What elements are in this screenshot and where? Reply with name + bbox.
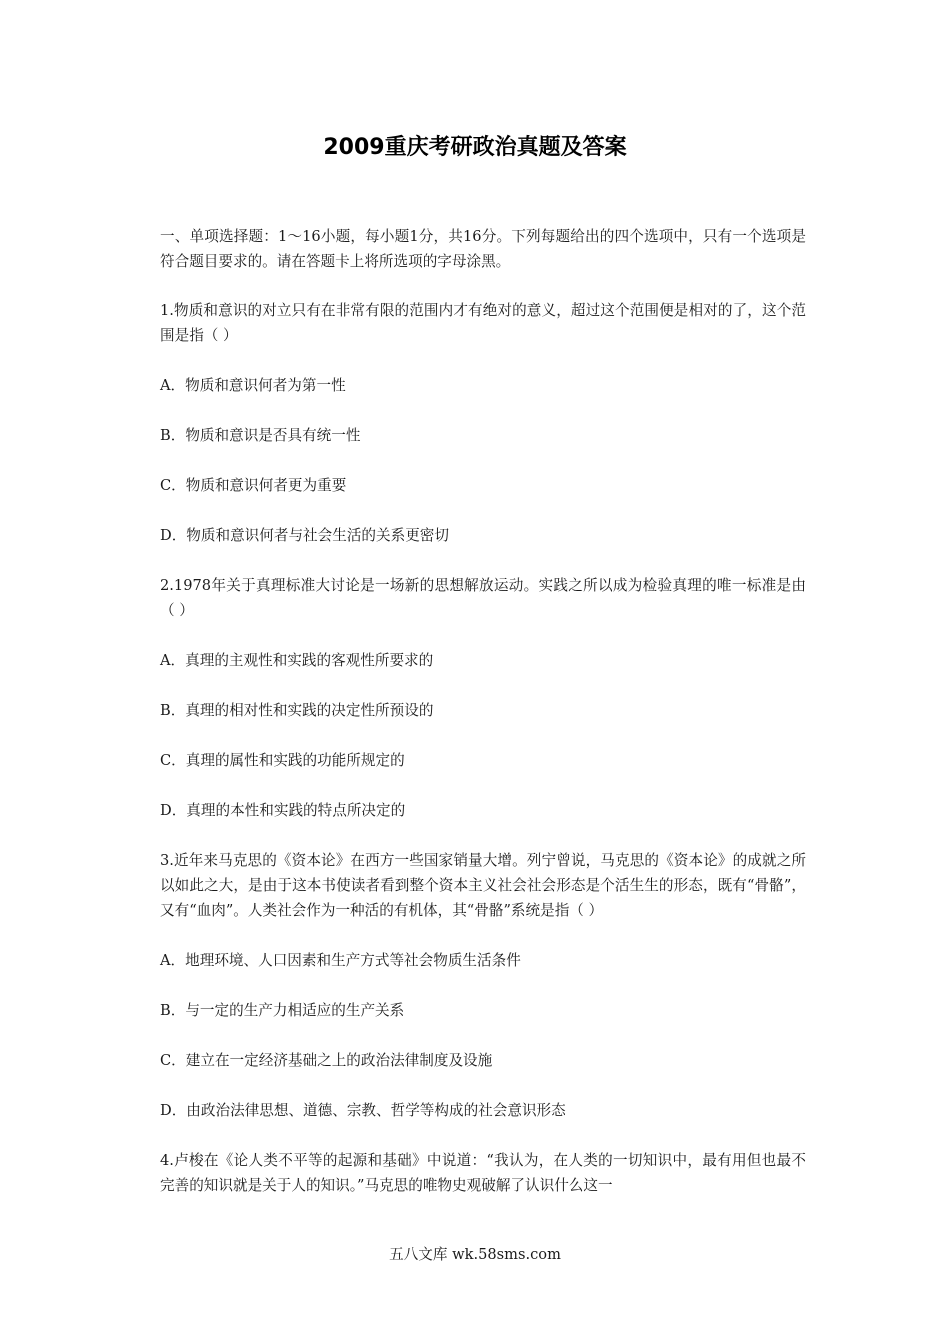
question-3: 3.近年来马克思的《资本论》在西方一些国家销量大增。列宁曾说，马克思的《资本论》的成就之所以如此之大，是由于这本书使读者看到整个资本主义社会社会形态是个活生生的形态，既有“骨骼”，又有“血肉”。人类社会作为一种活的有机体，其“骨骼”系统是指（ ） [160, 852, 806, 919]
question-4: 4.卢梭在《论人类不平等的起源和基础》中说道：“我认为，在人类的一切知识中，最有用但也最不完善的知识就是关于人的知识。”马克思的唯物史观破解了认识什么这一 [160, 1152, 806, 1194]
question-2-option-a: A．真理的主观性和实践的客观性所要求的 [160, 652, 434, 669]
question-1: 1.物质和意识的对立只有在非常有限的范围内才有绝对的意义，超过这个范围便是相对的了，这个范围是指（ ） [160, 302, 806, 344]
question-2: 2.1978年关于真理标准大讨论是一场新的思想解放运动。实践之所以成为检验真理的唯一标准是由（ ） [160, 577, 806, 619]
question-2-option-c: C．真理的属性和实践的功能所规定的 [160, 752, 405, 769]
question-2-option-d: D．真理的本性和实践的特点所决定的 [160, 802, 406, 819]
question-1-option-b: B．物质和意识是否具有统一性 [160, 427, 361, 444]
document-body [160, 224, 806, 1223]
question-3-option-c: C．建立在一定经济基础之上的政治法律制度及设施 [160, 1052, 493, 1069]
question-1-option-a: A．物质和意识何者为第一性 [160, 377, 346, 394]
page-footer: 五八文库 wk.58sms.com [389, 1246, 561, 1263]
question-2-option-b: B．真理的相对性和实践的决定性所预设的 [160, 702, 434, 719]
page-title: 2009重庆考研政治真题及答案 [323, 135, 627, 160]
question-3-option-a: A．地理环境、人口因素和生产方式等社会物质生活条件 [160, 952, 521, 969]
question-1-option-d: D．物质和意识何者与社会生活的关系更密切 [160, 527, 449, 544]
question-3-option-b: B．与一定的生产力相适应的生产关系 [160, 1002, 405, 1019]
question-3-option-d: D．由政治法律思想、道德、宗教、哲学等构成的社会意识形态 [160, 1102, 566, 1119]
section-instructions: 一、单项选择题：1～16小题，每小题1分，共16分。下列每题给出的四个选项中，只有一个选项是符合题目要求的。请在答题卡上将所选项的字母涂黑。 [160, 228, 806, 270]
question-1-option-c: C．物质和意识何者更为重要 [160, 477, 347, 494]
